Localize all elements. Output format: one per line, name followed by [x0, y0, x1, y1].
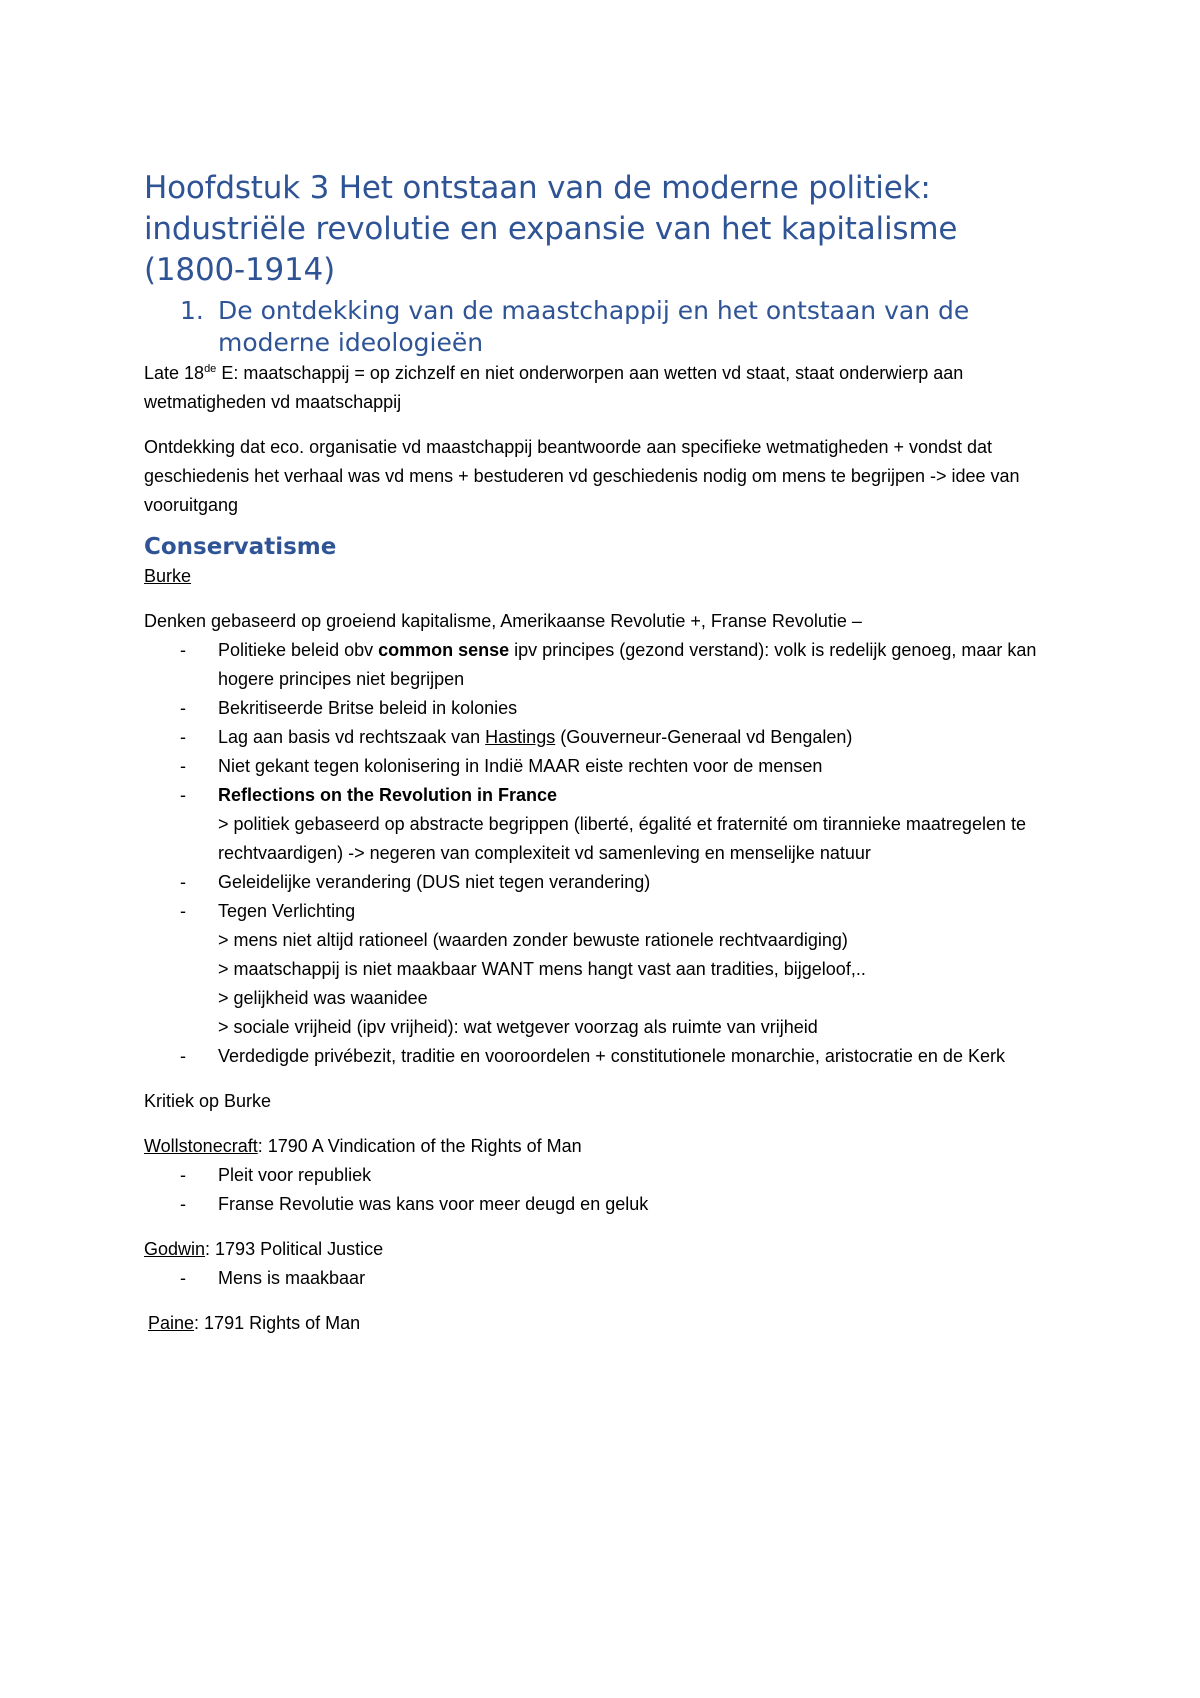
list-item: - Bekritiseerde Britse beleid in kolonies: [144, 694, 1060, 723]
list-item: [144, 723, 1060, 752]
item3-b: (Gouverneur-Generaal vd Bengalen): [555, 727, 853, 747]
paine-name: Paine: [148, 1313, 195, 1333]
paine-rest: : 1791 Rights of Man: [194, 1313, 361, 1333]
para1-sup: de: [204, 363, 217, 375]
list-item: - Verdedigde privébezit, traditie en vooroordelen + constitutionele monarchie, aristocratie en de Kerk: [144, 1042, 1060, 1071]
item7-sub4: > sociale vrijheid (ipv vrijheid): wat wetgever voorzag als ruimte van vrijheid: [218, 1017, 818, 1037]
list-item: - Pleit voor republiek: [144, 1161, 1060, 1190]
wollstonecraft-name: Wollstonecraft: [144, 1136, 258, 1156]
item7-main: - Tegen Verlichting: [218, 901, 356, 921]
godwin-name: Godwin: [144, 1239, 206, 1259]
list-item: [144, 781, 1060, 868]
section-number: 1.: [180, 296, 204, 325]
item7-sub3: > gelijkheid was waanidee: [218, 988, 428, 1008]
section-title: De ontdekking van de maastchappij en het ontstaan van de moderne ideologieën: [218, 296, 970, 357]
list-item: [144, 636, 1060, 694]
paine-line: [144, 1309, 1060, 1338]
paragraph-late-18de: [144, 359, 1060, 417]
page-title: Hoofdstuk 3 Het ontstaan van de moderne politiek: industriële revolutie en expansie van het kapitalisme (1800-1914): [144, 170, 958, 288]
wollstonecraft-rest: : 1790 A Vindication of the Rights of Man: [257, 1136, 582, 1156]
list-item: [144, 897, 1060, 1042]
item1-bold: common sense: [378, 640, 510, 660]
list-item: - Geleidelijke verandering (DUS niet tegen verandering): [144, 868, 1060, 897]
kritiek-heading: Kritiek op Burke: [144, 1091, 272, 1111]
item5-bold: - Reflections on the Revolution in France: [218, 785, 558, 805]
heading-conservatisme: Conservatisme: [144, 534, 337, 560]
godwin-line: [144, 1235, 1060, 1264]
godwin-rest: : 1793 Political Justice: [205, 1239, 384, 1259]
item1-a: Politieke beleid obv: [218, 640, 379, 660]
burke-list: [144, 636, 1060, 1071]
section-heading: [144, 295, 1060, 359]
list-item: - Franse Revolutie was kans voor meer deugd en geluk: [144, 1190, 1060, 1219]
item7-sub2: > maatschappij is niet maakbaar WANT mens hangt vast aan tradities, bijgeloof,..: [218, 959, 866, 979]
godwin-list: [144, 1264, 1060, 1293]
item7-sub1: > mens niet altijd rationeel (waarden zonder bewuste rationele rechtvaardiging): [218, 930, 848, 950]
item5-sub: > politiek gebaseerd op abstracte begrippen (liberté, égalité et fraternité om tirannieke maatregelen te rechtvaardigen) -> negeren van complexiteit vd samenleving en menselijke natuur: [218, 814, 1026, 863]
wollstonecraft-line: [144, 1132, 1060, 1161]
item1-b: ipv principes (gezond verstand): volk is redelijk genoeg, maar kan hogere principes niet begrijpen: [218, 640, 1037, 689]
paragraph-ontdekking: Ontdekking dat eco. organisatie vd maastchappij beantwoorde aan specifieke wetmatigheden + vondst dat geschiedenis het verhaal was vd mens + bestuderen vd geschiedenis nodig om mens te begrijpen -> idee van vooruitgang: [144, 437, 1020, 515]
list-item: - Mens is maakbaar: [144, 1264, 1060, 1293]
author-burke-text: Burke: [144, 566, 192, 586]
list-item: - Niet gekant tegen kolonisering in Indië MAAR eiste rechten voor de mensen: [144, 752, 1060, 781]
item3-a: Lag aan basis vd rechtszaak van: [218, 727, 486, 747]
wollstonecraft-list: [144, 1161, 1060, 1219]
para1-post: E: maatschappij = op zichzelf en niet onderworpen aan wetten vd staat, staat onderwierp aan wetmatigheden vd maatschappij: [144, 363, 964, 412]
burke-intro: Denken gebaseerd op groeiend kapitalisme, Amerikaanse Revolutie +, Franse Revolutie –: [144, 611, 862, 631]
item3-hastings: Hastings: [485, 727, 556, 747]
author-burke: [144, 562, 1060, 591]
para1-pre: Late 18: [144, 363, 205, 383]
